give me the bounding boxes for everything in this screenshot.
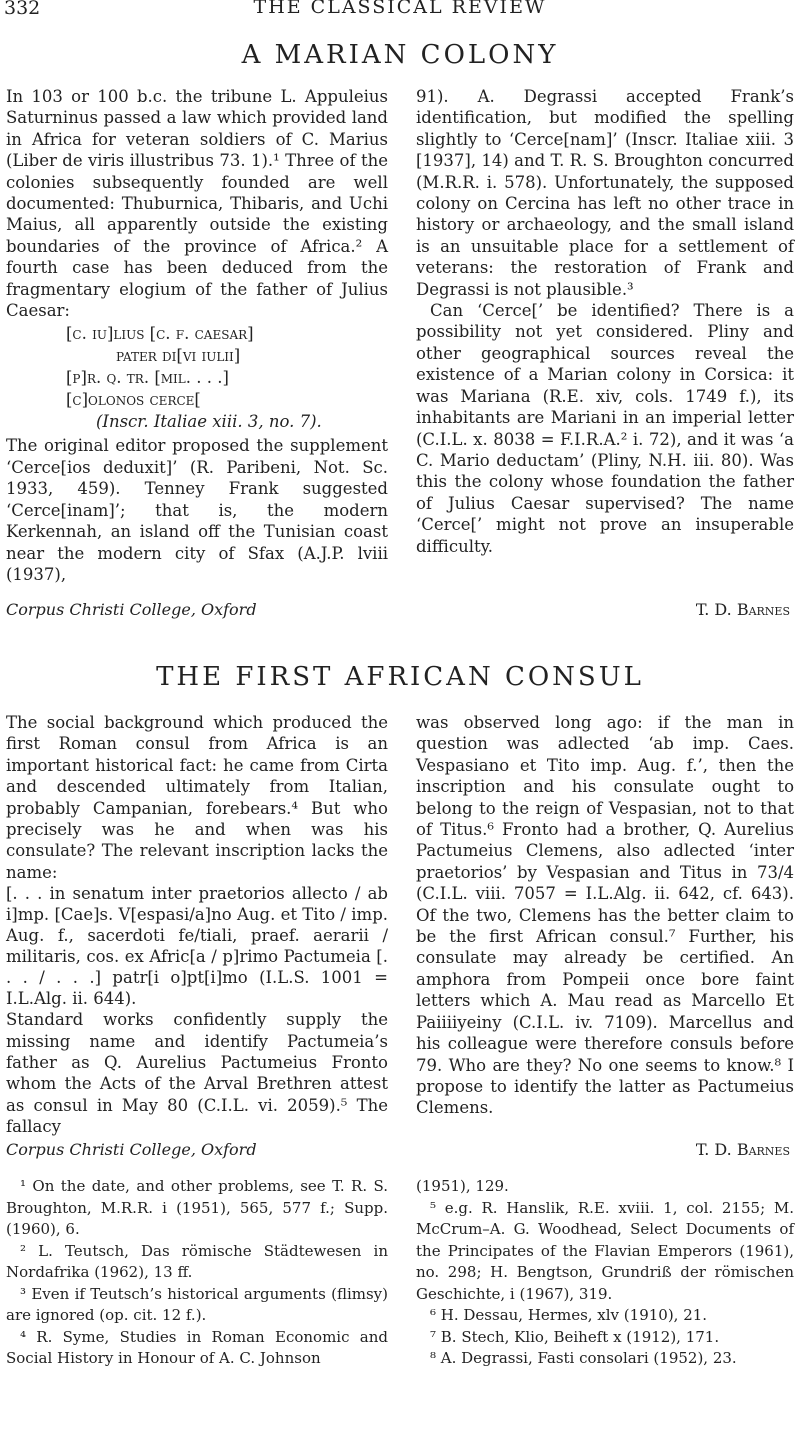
page-number: 332 bbox=[4, 0, 41, 19]
paragraph: Can ‘Cerce[’ be identified? There is a possibility not yet considered. Pliny and other geographical sources reveal the existence of a Marian colony in Corsica: it was Mariana (R.E. xiv, cols. 1749 f.), its inhabitants are Mariani in an imperial letter (C.I.L. x. 8038 = F.I.R.A.² i. 72), and it was ‘a C. Mario deductam’ (Pliny, N.H. iii. 80). Was this the colony whose foundation the father of Julius Caesar supervised? The name ‘Cerce[’ might not prove an insuperable difficulty. bbox=[416, 301, 794, 556]
running-title: THE CLASSICAL REVIEW bbox=[253, 0, 547, 18]
article2-left-column bbox=[6, 712, 388, 1138]
footnote: ⁷ B. Stech, Klio, Beiheft x (1912), 171. bbox=[430, 1327, 720, 1346]
inscription-source: (Inscr. Italiae xiii. 3, no. 7). bbox=[96, 412, 322, 432]
affiliation: Corpus Christi College, Oxford bbox=[6, 600, 257, 619]
inscription-line: [c. iu]lius [c. f. caesar] bbox=[66, 324, 254, 344]
footnotes-right bbox=[416, 1176, 794, 1370]
paragraph: The social background which produced the first Roman consul from Africa is an important historical fact: he came from Cirta and descended ultimately from Italian, probably Campanian, forebears.⁴ But who precisely was he and when was his consulate? The relevant inscription lacks the name: bbox=[6, 713, 388, 882]
footnote: ³ Even if Teutsch’s historical arguments (flimsy) are ignored (op. cit. 12 f.). bbox=[6, 1284, 388, 1324]
footnote: ⁸ A. Degrassi, Fasti consolari (1952), 23. bbox=[430, 1349, 737, 1367]
footnote: ⁶ H. Dessau, Hermes, xlv (1910), 21. bbox=[430, 1306, 708, 1324]
inscription-line: [p]r. q. tr. [mil. . . .] bbox=[66, 368, 229, 388]
paragraph: In 103 or 100 b.c. the tribune L. Appuleius Saturninus passed a law which provided land in Africa for veteran soldiers of C. Marius (Liber de viris illustribus 73. 1).¹ Three of the colonies subsequently founded are well documented: Thuburnica, Thibaris, and Uchi Maius, all apparently outside the existing boundaries of the province of Africa.² A fourth case has been deduced from the fragmentary elogium of the father of Julius Caesar: bbox=[6, 87, 388, 321]
article-title: THE FIRST AFRICAN CONSUL bbox=[156, 662, 644, 692]
inscription-block bbox=[66, 323, 388, 433]
author: T. D. Barnes bbox=[695, 1140, 790, 1159]
footnote: ² L. Teutsch, Das römische Städtewesen in Nordafrika (1962), 13 ff. bbox=[6, 1241, 388, 1281]
paragraph: 91). A. Degrassi accepted Frank’s identification, but modified the spelling slightly to ‘Cerce[nam]’ (Inscr. Italiae xiii. 3 [1937], 14) and T. R. S. Broughton concurred (M.R.R. i. 578). Unfortunately, the supposed colony on Cercina has left no other trace in history or archaeology, and the small island is an unsuitable place for a settlement of veterans: the restoration of Frank and Degrassi is not plausible.³ bbox=[416, 87, 794, 299]
footnote: (1951), 129. bbox=[416, 1177, 509, 1195]
affiliation: Corpus Christi College, Oxford bbox=[6, 1140, 257, 1159]
article1-right-column bbox=[416, 86, 794, 557]
article1-left-column bbox=[6, 86, 388, 585]
page-header bbox=[0, 0, 800, 22]
inscription-line: [c]olonos cerce[ bbox=[66, 390, 201, 410]
author: T. D. Barnes bbox=[695, 600, 790, 619]
article2-right-column bbox=[416, 712, 794, 1119]
inscription-block: [. . . in senatum inter praetorios allecto / ab i]mp. [Cae]s. V[espasi/a]no Aug. et Tito / imp. Aug. f., sacerdoti fe/tiali, praef. aerarii / militaris, cos. ex Afric[a / p]rimo Pactumeia [. . . / . . .] patr[i o]pt[i]mo (I.L.S. 1001 = I.L.Alg. ii. 644). bbox=[6, 884, 388, 1009]
paragraph: was observed long ago: if the man in question was adlected ‘ab imp. Caes. Vespasiano et Tito imp. Aug. f.’, then the inscription and his consulate ought to belong to the reign of Vespasian, not to that of Titus.⁶ Fronto had a brother, Q. Aurelius Pactumeius Clemens, also adlected ‘inter praetorios’ by Vespasian and Titus in 73/4 (C.I.L. viii. 7057 = I.L.Alg. ii. 642, cf. 643). Of the two, Clemens has the better claim to be the first African consul.⁷ Further, his consulate may already be certified. An amphora from Pompeii once bore faint letters which A. Mau read as Marcello Et Paiiiiyeiny (C.I.L. iv. 7109). Marcellus and his colleague were therefore consuls before 79. Who are they? No one seems to know.⁸ I propose to identify the latter as Pactumeius Clemens. bbox=[416, 713, 794, 1118]
footnote: ¹ On the date, and other problems, see T. R. S. Broughton, M.R.R. i (1951), 565, 577 f.; Supp. (1960), 6. bbox=[6, 1177, 388, 1238]
article-title: A MARIAN COLONY bbox=[241, 40, 559, 70]
footnotes-left bbox=[6, 1176, 388, 1370]
footnote: ⁵ e.g. R. Hanslik, R.E. xviii. 1, col. 2155; M. McCrum–A. G. Woodhead, Select Documents of the Principates of the Flavian Emperors (1961), no. 298; H. Bengtson, Grundriß der römischen Geschichte, i (1967), 319. bbox=[416, 1198, 794, 1303]
footnote: ⁴ R. Syme, Studies in Roman Economic and Social History in Honour of A. C. Johnson bbox=[6, 1327, 388, 1367]
paragraph: Standard works confidently supply the missing name and identify Pactumeia’s father as Q. Aurelius Pactumeius Fronto whom the Acts of the Arval Brethren attest as consul in May 80 (C.I.L. vi. 2059).⁵ The fallacy bbox=[6, 1010, 388, 1137]
paragraph: The original editor proposed the supplement ‘Cerce[ios deduxit]’ (R. Paribeni, Not. Sc. 1933, 459). Tenney Frank suggested ‘Cerce[inam]’; that is, the modern Kerkennah, an island off the Tunisian coast near the modern city of Sfax (A.J.P. lviii (1937), bbox=[6, 436, 388, 584]
inscription-line: pater di[vi iulii] bbox=[116, 346, 241, 366]
